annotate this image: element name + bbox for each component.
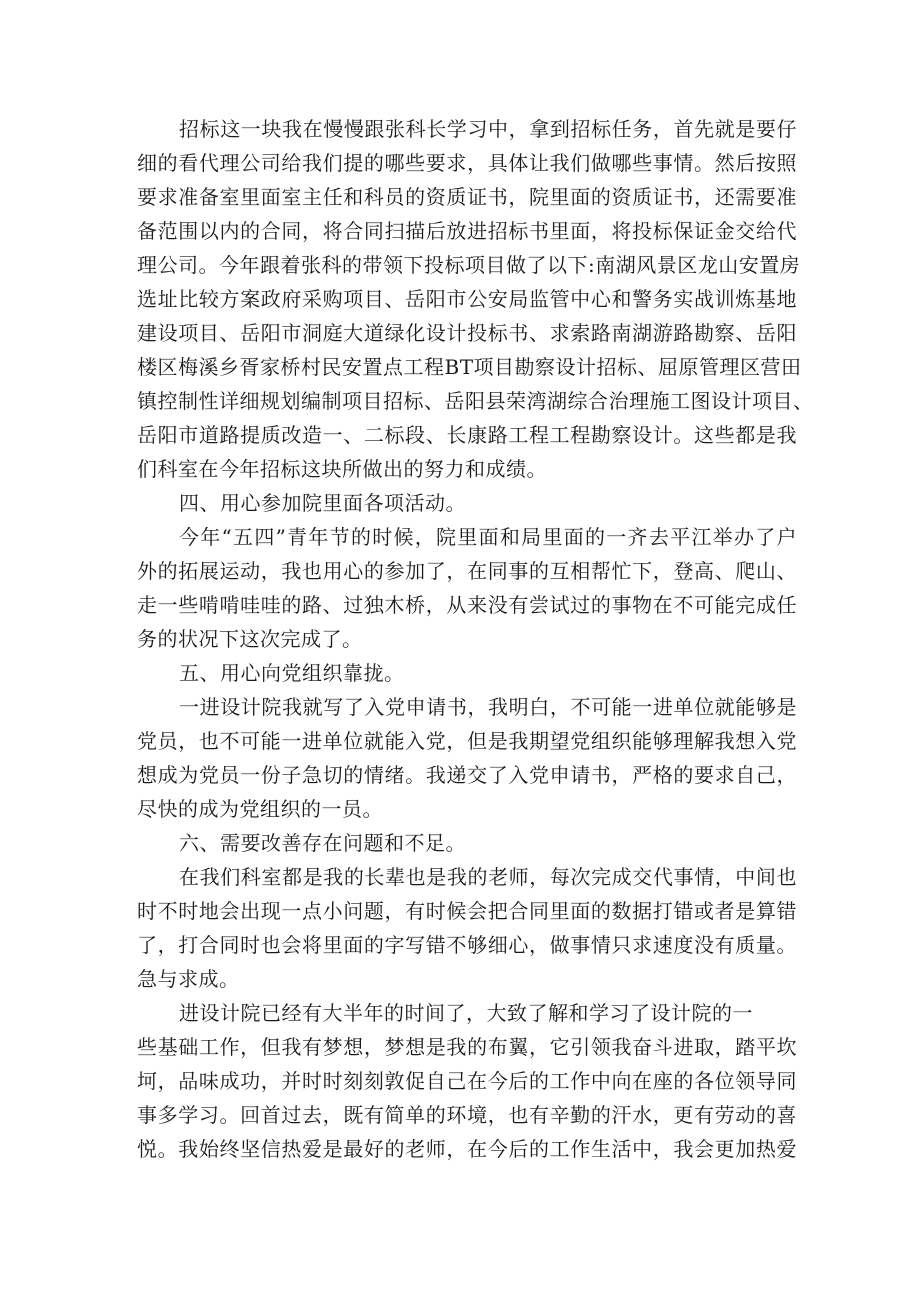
text-line: 岳阳市道路提质改造一、二标段、长康路工程工程勘察设计。这些都是我 bbox=[137, 423, 797, 447]
text-line: 们科室在今年招标这块所做出的努力和成绩。 bbox=[137, 457, 547, 481]
section-heading: 四、用心参加院里面各项活动。 bbox=[179, 491, 466, 515]
text-line: 事多学习。回首过去，既有简单的环境，也有辛勤的汗水，更有劳动的喜 bbox=[137, 1103, 797, 1127]
text-line: 些基础工作，但我有梦想，梦想是我的布翼，它引领我奋斗进取，踏平坎 bbox=[137, 1035, 797, 1059]
text-line: 选址比较方案政府采购项目、岳阳市公安局监管中心和警务实战训炼基地 bbox=[137, 287, 797, 311]
text-line: 务的状况下这次完成了。 bbox=[137, 627, 363, 651]
text-line: 理公司。今年跟着张科的带领下投标项目做了以下:南湖风景区龙山安置房 bbox=[137, 253, 801, 277]
section-heading: 六、需要改善存在问题和不足。 bbox=[179, 831, 466, 855]
text-line: 楼区梅溪乡胥家桥村民安置点工程BT项目勘察设计招标、屈原管理区营田 bbox=[137, 355, 802, 379]
text-line: 坷，品味成功，并时时刻刻敦促自己在今后的工作中向在座的各位领导同 bbox=[137, 1069, 797, 1093]
text-line: 党员，也不可能一进单位就能入党，但是我期望党组织能够理解我想入党 bbox=[137, 729, 797, 753]
text-line: 一进设计院我就写了入党申请书，我明白，不可能一进单位就能够是 bbox=[179, 695, 797, 719]
text-line: 建设项目、岳阳市洞庭大道绿化设计投标书、求索路南湖游路勘察、岳阳 bbox=[137, 321, 797, 345]
text-line: 外的拓展运动，我也用心的参加了，在同事的互相帮忙下，登高、爬山、 bbox=[137, 559, 797, 583]
paragraph-shortcomings bbox=[137, 860, 797, 996]
document-page bbox=[137, 112, 814, 1166]
text-line: 尽快的成为党组织的一员。 bbox=[137, 797, 383, 821]
text-line: 今年“五四”青年节的时候，院里面和局里面的一齐去平江举办了户 bbox=[179, 525, 797, 549]
paragraph-activities bbox=[137, 520, 797, 656]
text-line: 镇控制性详细规划编制项目招标、岳阳县荣湾湖综合治理施工图设计项目、 bbox=[137, 389, 814, 413]
text-line: 时不时地会出现一点小问题，有时候会把合同里面的数据打错或者是算错 bbox=[137, 899, 797, 923]
text-line: 悦。我始终坚信热爱是最好的老师，在今后的工作生活中，我会更加热爱 bbox=[137, 1137, 797, 1161]
text-line: 细的看代理公司给我们提的哪些要求，具体让我们做哪些事情。然后按照 bbox=[137, 151, 797, 175]
text-line: 进设计院已经有大半年的时间了，大致了解和学习了设计院的一 bbox=[179, 1001, 753, 1025]
text-line: 急与求成。 bbox=[137, 967, 240, 991]
text-line: 招标这一块我在慢慢跟张科长学习中，拿到招标任务，首先就是要仔 bbox=[179, 117, 797, 141]
text-line: 备范围以内的合同，将合同扫描后放进招标书里面，将投标保证金交给代 bbox=[137, 219, 797, 243]
text-line: 了，打合同时也会将里面的字写错不够细心，做事情只求速度没有质量。 bbox=[137, 933, 797, 957]
text-line: 要求准备室里面室主任和科员的资质证书，院里面的资质证书，还需要准 bbox=[137, 185, 797, 209]
text-line: 在我们科室都是我的长辈也是我的老师，每次完成交代事情，中间也 bbox=[179, 865, 797, 889]
text-line: 走一些啃啃哇哇的路、过独木桥，从来没有尝试过的事物在不可能完成任 bbox=[137, 593, 797, 617]
paragraph-conclusion bbox=[137, 996, 797, 1166]
paragraph-bidding bbox=[137, 112, 814, 486]
text-line: 想成为党员一份子急切的情绪。我递交了入党申请书，严格的要求自己， bbox=[137, 763, 797, 787]
section-heading: 五、用心向党组织靠拢。 bbox=[179, 661, 405, 685]
paragraph-party bbox=[137, 690, 797, 826]
